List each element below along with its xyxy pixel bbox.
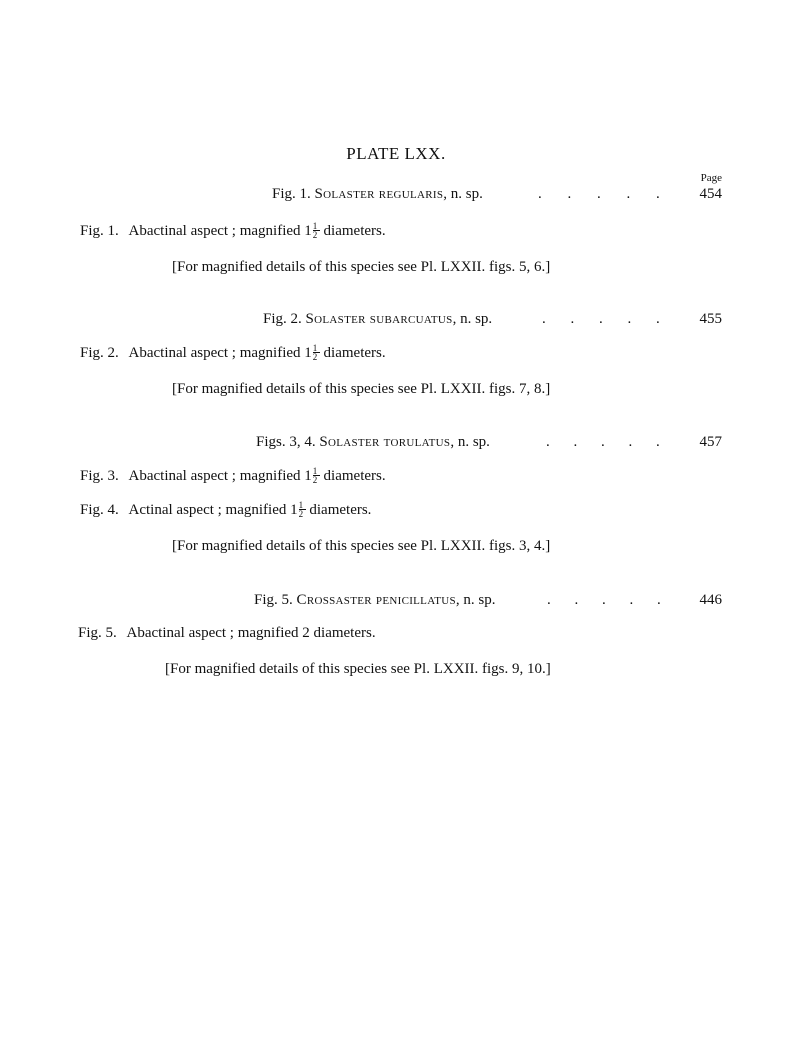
dot-leaders: . . . . .	[546, 434, 660, 450]
section-heading	[263, 311, 492, 328]
dot-leaders: . . . . .	[538, 186, 660, 202]
species-name: Solaster subarcuatus	[305, 311, 453, 327]
page-number: 455	[699, 311, 722, 327]
figure-line: Fig. 5. Abactinal aspect ; magnified 2 diameters.	[78, 625, 376, 641]
heading-prefix: Fig. 1.	[272, 186, 311, 202]
figure-label: Fig. 4.	[80, 502, 119, 518]
heading-prefix: Fig. 2.	[263, 311, 302, 327]
species-name: Solaster regularis	[314, 186, 444, 202]
figure-line: Fig. 2. Abactinal aspect ; magnified 1 $\frac{1}{2}$ diameters.	[80, 343, 386, 363]
species-note: [For magnified details of this species see Pl. LXXII. figs. 9, 10.]	[165, 661, 551, 677]
heading-suffix: , n. sp.	[450, 434, 490, 450]
heading-prefix: Figs. 3, 4.	[256, 434, 316, 450]
section-heading	[254, 592, 496, 609]
dot-leaders: . . . . .	[547, 592, 661, 608]
figure-label: Fig. 2.	[80, 345, 119, 361]
page-number: 446	[699, 592, 722, 608]
fraction: $\frac{1}{2}$	[313, 344, 320, 361]
species-note: [For magnified details of this species see Pl. LXXII. figs. 7, 8.]	[172, 381, 551, 397]
species-name: Crossaster penicillatus	[296, 592, 456, 608]
page-number: 457	[699, 434, 722, 450]
figure-line: Fig. 3. Abactinal aspect ; magnified 1 $\frac{1}{2}$ diameters.	[80, 466, 386, 486]
fraction: $\frac{1}{2}$	[313, 222, 320, 239]
heading-suffix: , n. sp.	[455, 592, 496, 608]
species-name: Solaster torulatus	[319, 434, 451, 450]
section-heading	[256, 434, 490, 451]
figure-label: Fig. 5.	[78, 625, 117, 641]
figure-label: Fig. 1.	[80, 223, 119, 239]
heading-prefix: Fig. 5.	[254, 592, 293, 608]
page-column-label: Page	[700, 172, 722, 184]
heading-suffix: , n. sp.	[443, 186, 483, 202]
figure-label: Fig. 3.	[80, 468, 119, 484]
species-note: [For magnified details of this species see Pl. LXXII. figs. 3, 4.]	[172, 538, 551, 554]
section-heading	[272, 186, 483, 203]
figure-line: Fig. 1. Abactinal aspect ; magnified 1 $\frac{1}{2}$ diameters.	[80, 221, 386, 241]
dot-leaders: . . . . .	[542, 311, 660, 327]
figure-line: Fig. 4. Actinal aspect ; magnified 1 $\frac{1}{2}$ diameters.	[80, 500, 372, 520]
heading-suffix: , n. sp.	[452, 311, 493, 327]
species-note: [For magnified details of this species see Pl. LXXII. figs. 5, 6.]	[172, 259, 551, 275]
fraction: $\frac{1}{2}$	[299, 501, 306, 518]
fraction: $\frac{1}{2}$	[313, 467, 320, 484]
plate-title: PLATE LXX.	[346, 144, 446, 163]
page-number: 454	[699, 186, 722, 202]
